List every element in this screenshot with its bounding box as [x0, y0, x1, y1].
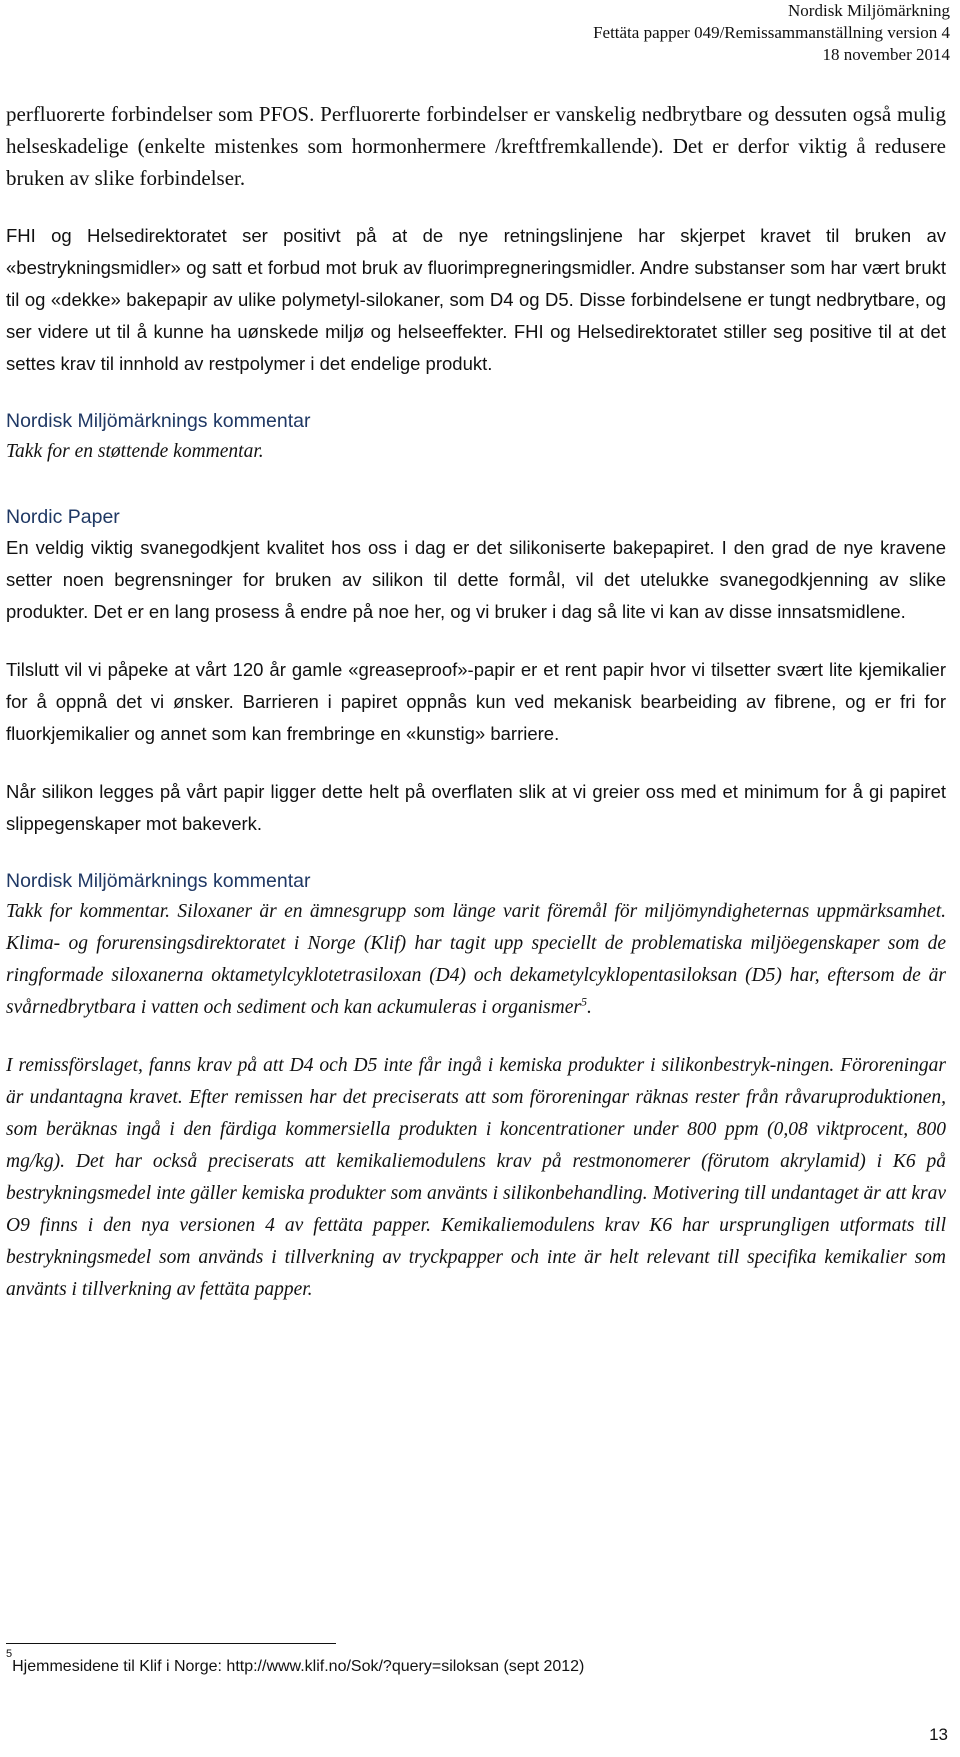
- header-document-title: Fettäta papper 049/Remissammanställning version 4: [593, 23, 950, 42]
- section-heading-comment-1: Nordisk Miljömärknings kommentar: [6, 410, 311, 432]
- page-header: [593, 0, 950, 66]
- comment-text-2-body: Takk for kommentar. Siloxaner är en ämnesgrupp som länge varit föremål för miljömyndigheternas uppmärksamhet. Klima- og forurensingsdirektoratet i Norge (Klif) har tagit upp speciellt de problematiska miljöegenskaper som de ringformade siloxanerna oktametylcyklotetrasiloxan (D4) och dekametylcyklopentasiloksan (D5) har, eftersom de är svårnedbrytbara i vatten och sediment och kan ackumuleras i organismer: [6, 901, 946, 1018]
- paragraph-nordic-paper-2: Tilslutt vil vi påpeke at vårt 120 år gamle «greaseproof»-papir er et rent papir hvor vi tilsetter svært lite kjemikalier for å oppnå det vi ønsker. Barrieren i papiret oppnås kun ved mekanisk bearbeiding av fibrene, og er fri for fluorkjemikalier og annet som kan frembringe en «kunstig» barriere.: [6, 659, 946, 744]
- paragraph-nordic-paper-3: Når silikon legges på vårt papir ligger dette helt på overflaten slik at vi greier oss med et minimum for å gi papiret slippegenskaper mot bakeverk.: [6, 781, 946, 834]
- footnote-text: Hjemmesidene til Klif i Norge: http://www.klif.no/Sok/?query=siloksan (sept 2012): [12, 1658, 585, 1675]
- footnote-reference: 5: [580, 994, 587, 1009]
- paragraph-pfos: perfluorerte forbindelser som PFOS. Perfluorerte forbindelser er vanskelig nedbrytbare og dessuten også mulig helseskadelige (enkelte mistenkes som hormonhermere /kreftfremkallende). Det er derfor viktig å redusere bruken av slike forbindelser.: [6, 102, 946, 190]
- footnote-separator: [6, 1643, 336, 1644]
- page-body: [6, 98, 946, 1306]
- section-heading-comment-2: Nordisk Miljömärknings kommentar: [6, 870, 311, 892]
- footnote: [6, 1648, 585, 1678]
- page-number: 13: [929, 1725, 948, 1744]
- header-organization: Nordisk Miljömärkning: [788, 1, 950, 20]
- comment-text-2: [6, 896, 946, 1024]
- footnote-marker: 5: [6, 1648, 13, 1660]
- header-date: 18 november 2014: [822, 45, 950, 64]
- comment-text-3: I remissförslaget, fanns krav på att D4 och D5 inte får ingå i kemiska produkter i silikonbestryk-ningen. Föroreningar är undantagna kravet. Efter remissen har det preciserats att som föroreningar räknas rester från råvaruproduktionen, som beräknas ingå i den färdiga kommersiella produkten i koncentrationer under 800 ppm (0,08 viktprocent, 800 mg/kg). Det har också preciserats att kemikaliemodulens krav på restmonomerer (förutom akrylamid) i K6 på bestrykningsmedel inte gäller kemiska produkter som använts i silikonbehandling. Motivering till undantaget är att krav O9 finns i den nya versionen 4 av fettäta papper. Kemikaliemodulens krav K6 har ursprungligen utformats till bestrykningsmedel som används i tillverkning av tryckpapper och inte är helt relevant till specifika kemikalier som använts i tillverkning av fettäta papper.: [6, 1055, 946, 1300]
- paragraph-fhi: FHI og Helsedirektoratet ser positivt på at de nye retningslinjene har skjerpet kravet til bruken av «bestrykningsmidler» og satt et forbud mot bruk av fluorimpregneringsmidler. Andre substanser som har vært brukt til og «dekke» bakepapir av ulike polymetyl-silokaner, som D4 og D5. Disse forbindelsene er tungt nedbrytbare, og ser videre ut til å kunne ha uønskede miljø og helseeffekter. FHI og Helsedirektoratet stiller seg positive til at det settes krav til innhold av restpolymer i det endelige produkt.: [6, 225, 946, 374]
- section-heading-nordic-paper: Nordic Paper: [6, 506, 120, 528]
- comment-text-1: Takk for en støttende kommentar.: [6, 441, 264, 462]
- comment-text-2-end: .: [586, 997, 592, 1018]
- paragraph-nordic-paper-1: En veldig viktig svanegodkjent kvalitet hos oss i dag er det silikoniserte bakepapiret. I den grad de nye kravene setter noen begrensninger for bruken av silikon til dette formål, vil det utelukke svanegodkjenning av slike produkter. Det er en lang prosess å endre på noe her, og vi bruker i dag så lite vi kan av disse innsatsmidlene.: [6, 537, 946, 622]
